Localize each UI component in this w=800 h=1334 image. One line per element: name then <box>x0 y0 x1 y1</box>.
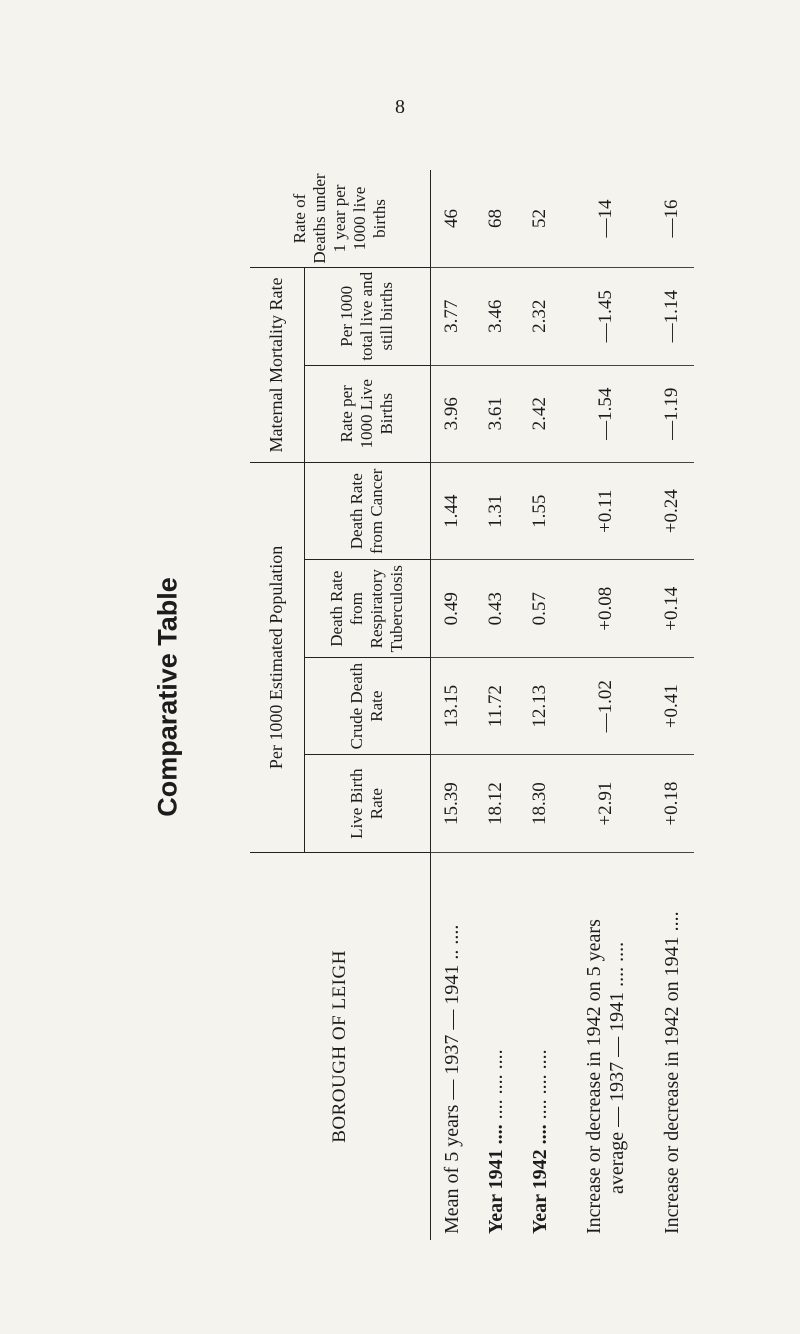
cell-value: —1.14 <box>650 268 694 365</box>
cell-value: +0.41 <box>650 657 694 754</box>
group-header-maternal: Maternal Mortality Rate <box>250 268 304 463</box>
cell-value: 3.96 <box>430 365 474 462</box>
cell-value: —1.19 <box>650 365 694 462</box>
leader-dots: .... <box>440 924 463 945</box>
column-header: Live Birth Rate <box>304 755 430 852</box>
cell-value: 18.12 <box>474 755 518 852</box>
cell-value: —1.45 <box>562 268 650 365</box>
cell-value: +0.24 <box>650 462 694 560</box>
table-row <box>430 170 474 1240</box>
cell-value: —1.02 <box>562 657 650 754</box>
column-header: Per 1000 total live and still births <box>304 268 430 365</box>
row-label: Year 1942 .... <box>528 1124 551 1234</box>
cell-value: —16 <box>650 170 694 268</box>
column-header: Crude Death Rate <box>304 657 430 754</box>
page-number: 8 <box>395 96 405 118</box>
row-label: Mean of 5 years — 1937 — 1941 .. <box>440 949 463 1234</box>
cell-value: +0.18 <box>650 755 694 852</box>
comparative-table <box>250 170 694 1240</box>
column-header: Death Rate from Respiratory Tuberculosis <box>304 560 430 657</box>
cell-value: +0.14 <box>650 560 694 657</box>
cell-value: 1.44 <box>430 462 474 560</box>
table-row <box>650 170 694 1240</box>
column-header: Rate per 1000 Live Births <box>304 365 430 462</box>
cell-value: 3.46 <box>474 268 518 365</box>
group-header-population: Per 1000 Estimated Population <box>250 462 304 852</box>
cell-value: +0.08 <box>562 560 650 657</box>
leader-dots: .... .... .... <box>484 1049 507 1120</box>
cell-value: 2.42 <box>518 365 562 462</box>
cell-value: 46 <box>430 170 474 268</box>
cell-value: 1.55 <box>518 462 562 560</box>
cell-value: 52 <box>518 170 562 268</box>
cell-value: 0.57 <box>518 560 562 657</box>
row-label: Increase or decrease in 1942 on 5 years <box>583 919 605 1234</box>
leader-dots: .... .... .... <box>528 1049 551 1120</box>
cell-value: 1.31 <box>474 462 518 560</box>
table-row <box>562 170 650 1240</box>
column-header: Rate of Deaths under 1 year per 1000 live births <box>250 170 430 268</box>
cell-value: 3.77 <box>430 268 474 365</box>
comparative-table-rotated <box>250 170 683 1240</box>
row-label-continued: average — 1937 — 1941 .... <box>606 966 628 1194</box>
column-header: Death Rate from Cancer <box>304 462 430 560</box>
cell-value: 3.61 <box>474 365 518 462</box>
cell-value: 18.30 <box>518 755 562 852</box>
cell-value: 11.72 <box>474 657 518 754</box>
cell-value: 2.32 <box>518 268 562 365</box>
cell-value: —1.54 <box>562 365 650 462</box>
page-title: Comparative Table <box>152 577 183 817</box>
cell-value: 13.15 <box>430 657 474 754</box>
row-label: Year 1941 .... <box>484 1124 507 1234</box>
cell-value: +0.11 <box>562 462 650 560</box>
row-label: Increase or decrease in 1942 on 1941 <box>660 936 683 1234</box>
cell-value: +2.91 <box>562 755 650 852</box>
leader-dots: .... <box>660 911 683 932</box>
leader-dots: .... <box>606 941 628 962</box>
cell-value: —14 <box>562 170 650 268</box>
cell-value: 12.13 <box>518 657 562 754</box>
cell-value: 0.43 <box>474 560 518 657</box>
cell-value: 15.39 <box>430 755 474 852</box>
table-row <box>474 170 518 1240</box>
cell-value: 0.49 <box>430 560 474 657</box>
cell-value: 68 <box>474 170 518 268</box>
stub-header: BOROUGH OF LEIGH <box>250 852 430 1240</box>
table-row <box>518 170 562 1240</box>
